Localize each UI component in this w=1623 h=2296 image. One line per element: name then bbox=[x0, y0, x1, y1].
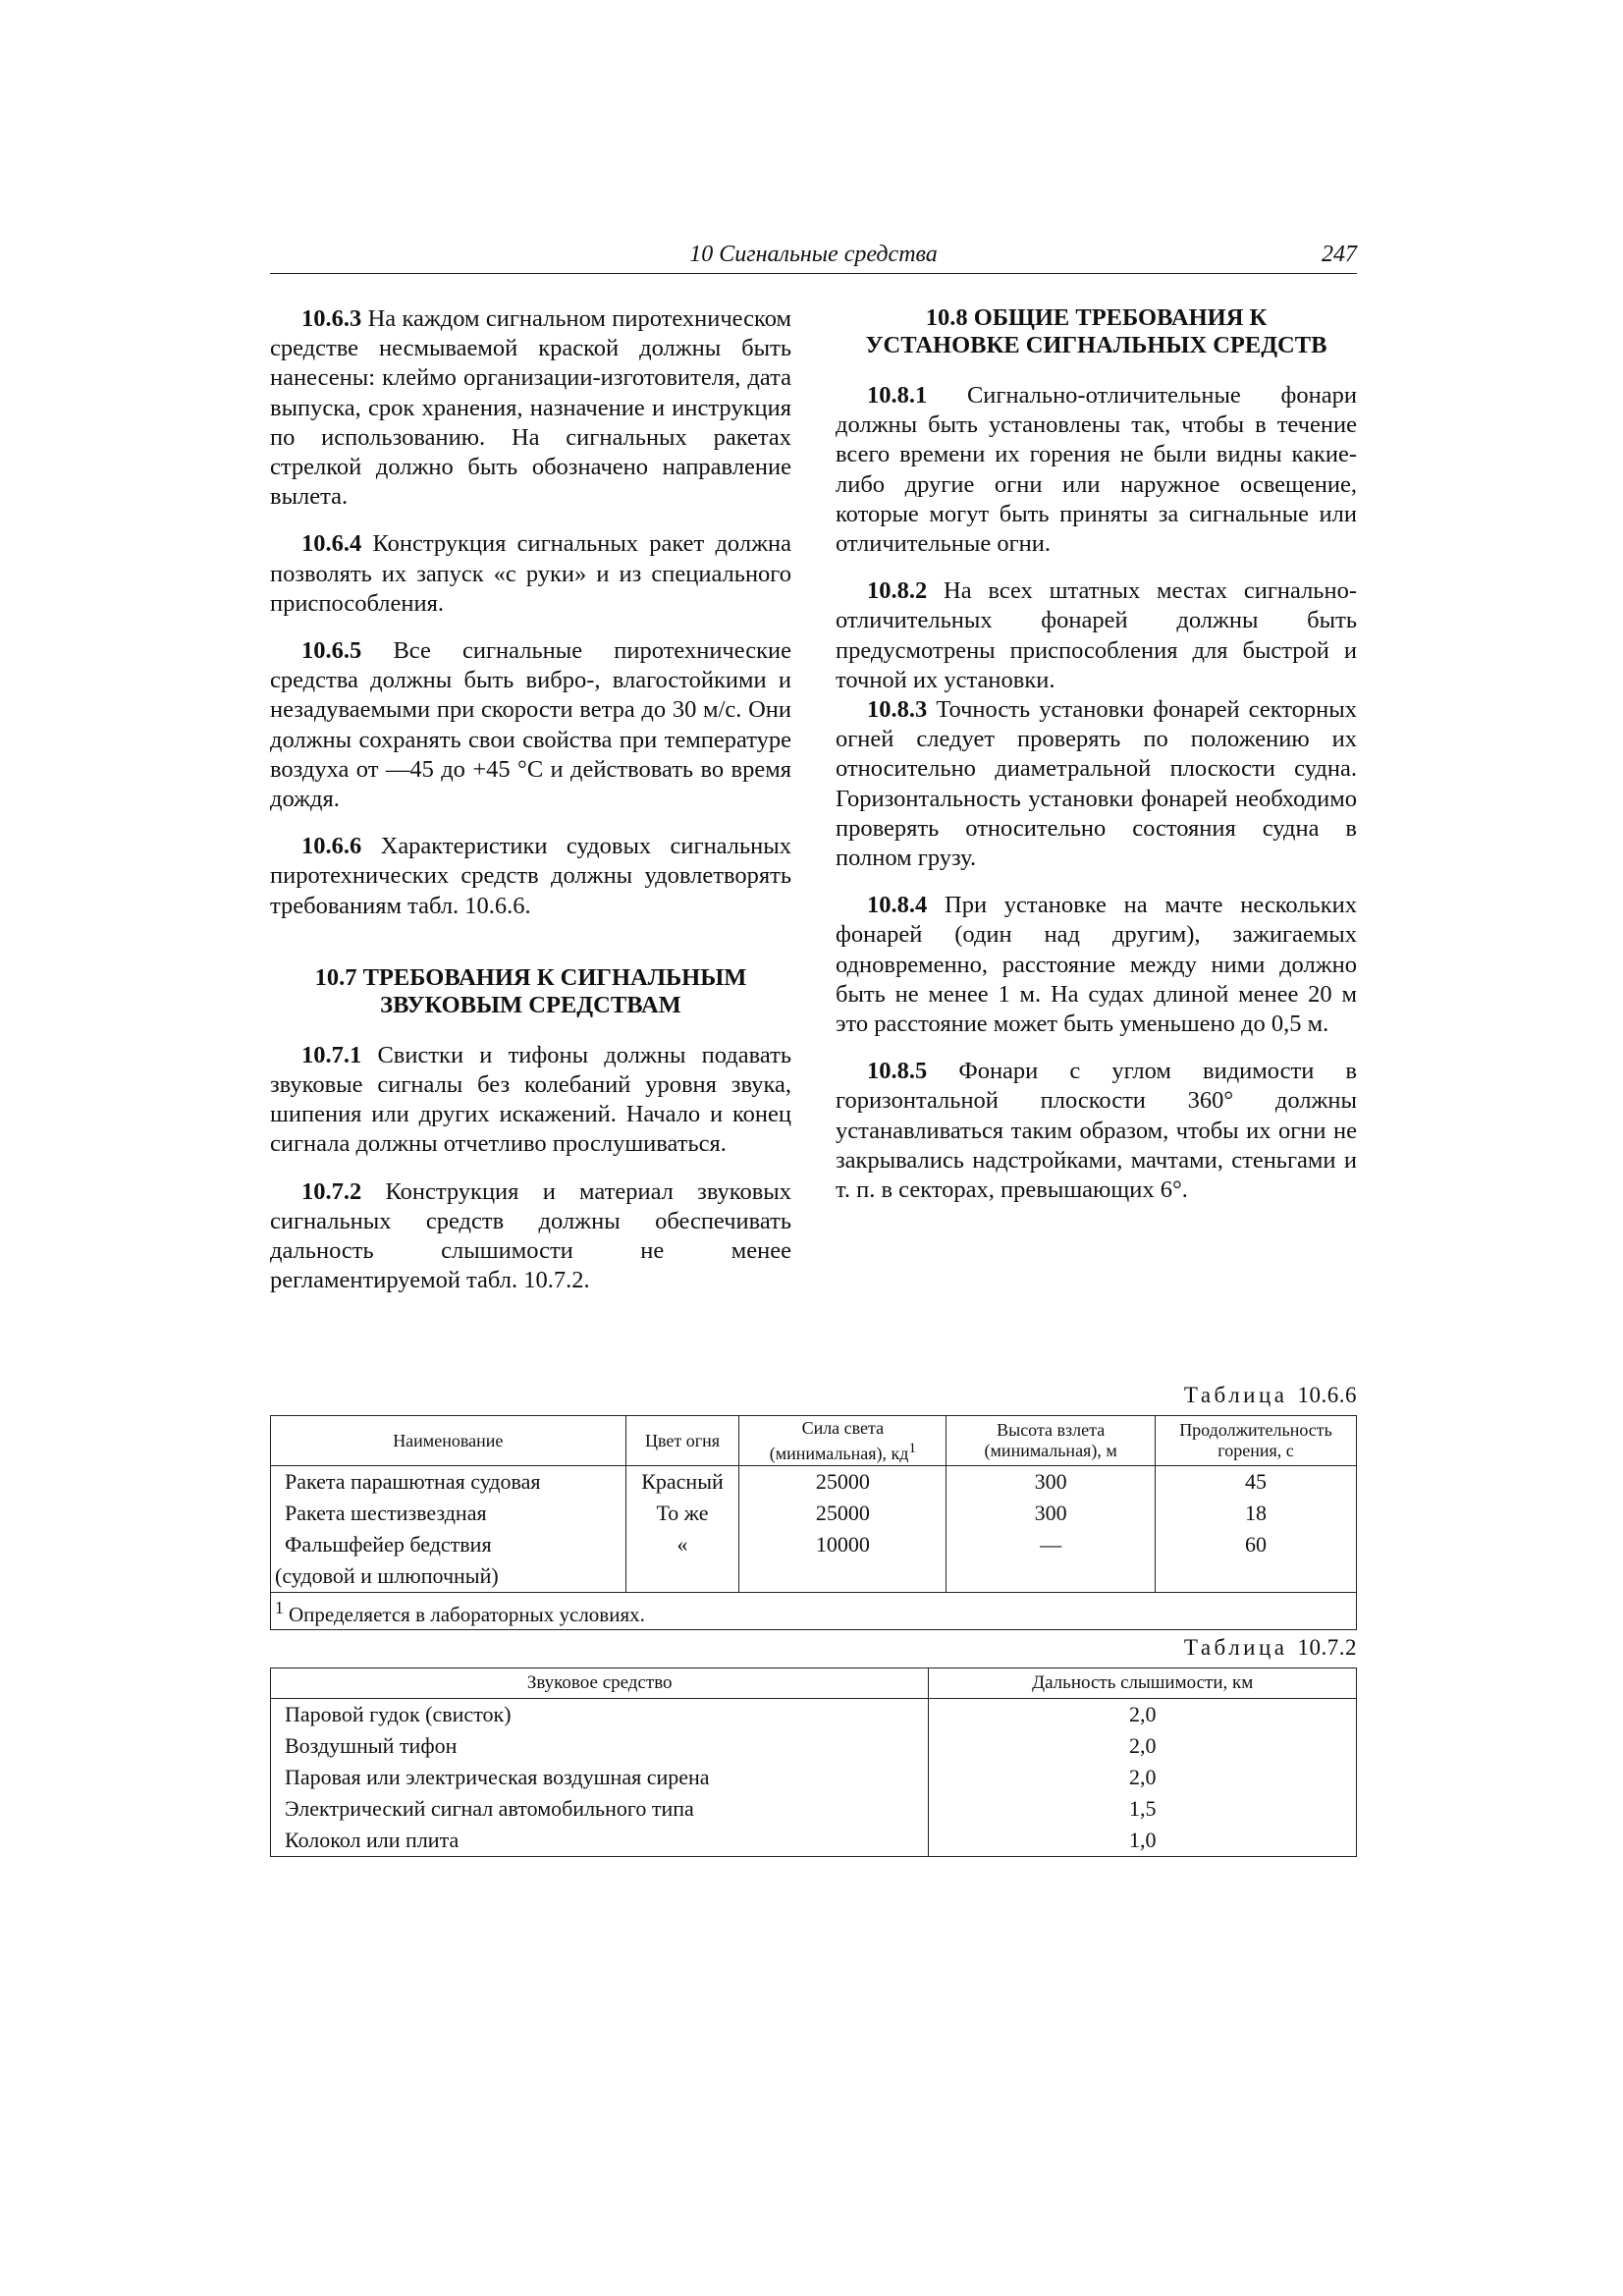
table-row: Ракета шестизвездная То же 25000 300 18 bbox=[271, 1498, 1357, 1529]
header-name: Наименование bbox=[271, 1416, 626, 1466]
paragraph-10-6-6: 10.6.6 Характеристики судовых сигнальных пиротехнических средств должны удовлетворять требованиям табл. 10.6.6. bbox=[270, 833, 791, 919]
table-header-row bbox=[271, 1668, 1357, 1699]
paragraph-10-7-1: 10.7.1 Свистки и тифоны должны подавать звуковые сигналы без колебаний уровня звука, шипения или других искажений. Начало и конец сигнала должны отчетливо прослушиваться. bbox=[270, 1041, 791, 1158]
table-row: Ракета парашютная судовая Красный 25000 300 45 bbox=[271, 1466, 1357, 1499]
table-row: Колокол или плита 1,0 bbox=[271, 1825, 1357, 1857]
header-section-title: 10 Сигнальные средства bbox=[689, 242, 938, 267]
clause-number: 10.7.1 bbox=[301, 1041, 362, 1068]
table-row: Паровой гудок (свисток) 2,0 bbox=[271, 1699, 1357, 1731]
table-row: Фальшфейер бедствия (судовой и шлюпочный) « 10000 — 60 bbox=[271, 1529, 1357, 1593]
header-height: Высота взлета (минимальная), м bbox=[947, 1416, 1156, 1466]
paragraph-10-8-5: 10.8.5 Фонари с углом видимости в горизонтальной плоскости 360° должны устанавливаться таким образом, чтобы их огни не закрывались надстройками, мачтами, стеньгами и т. п. в секторах, превышающих 6°. bbox=[836, 1058, 1357, 1204]
clause-number: 10.8.4 bbox=[867, 892, 928, 919]
clause-number: 10.8.2 bbox=[867, 577, 928, 605]
clause-number: 10.8.3 bbox=[867, 696, 928, 724]
clause-number: 10.8.1 bbox=[867, 382, 928, 409]
table-footnote: $^1$ Определяется в лабораторных условиях. bbox=[271, 1593, 1357, 1630]
left-column bbox=[270, 304, 791, 1313]
header-range: Дальность слышимости, км bbox=[929, 1668, 1357, 1699]
header-duration: Продолжительность горения, с bbox=[1156, 1416, 1357, 1466]
table-10-7-2 bbox=[270, 1667, 1357, 1857]
paragraph-10-8-1: 10.8.1 Сигнально-отличительные фонари должны быть установлены так, чтобы в течение всего времени их горения не были видны какие-либо другие огни или наружное освещение, которые могут быть приняты за сигнальные или отличительные огни. bbox=[836, 382, 1357, 558]
table-header-row bbox=[271, 1416, 1357, 1466]
clause-number: 10.6.5 bbox=[301, 637, 362, 665]
table-row: Воздушный тифон 2,0 bbox=[271, 1730, 1357, 1762]
paragraph-10-7-2: 10.7.2 Конструкция и материал звуковых сигнальных средств должны обеспечивать дальность слышимости не менее регламентируемой табл. 10.7.2. bbox=[270, 1177, 791, 1294]
clause-number: 10.8.5 bbox=[867, 1058, 928, 1085]
table-row: Паровая или электрическая воздушная сирена 2,0 bbox=[271, 1762, 1357, 1793]
section-heading-10-7: 10.7 ТРЕБОВАНИЯ К СИГНАЛЬНЫМ ЗВУКОВЫМ СРЕДСТВАМ bbox=[314, 963, 747, 1018]
clause-number: 10.6.4 bbox=[301, 530, 362, 558]
table-10-6-6 bbox=[270, 1415, 1357, 1630]
paragraph-10-6-4: 10.6.4 Конструкция сигнальных ракет должна позволять их запуск «с руки» и из специального приспособления. bbox=[270, 530, 791, 617]
paragraph-10-8-3: 10.8.3 Точность установки фонарей секторных огней следует проверять по положению их относительно диаметральной плоскости судна. Горизонтальность установки фонарей необходимо проверять относительно состояния судна в полном грузу. bbox=[836, 696, 1357, 872]
header-device: Звуковое средство bbox=[271, 1668, 929, 1699]
section-heading-10-8: 10.8 ОБЩИЕ ТРЕБОВАНИЯ К УСТАНОВКЕ СИГНАЛЬНЫХ СРЕДСТВ bbox=[865, 304, 1327, 358]
header-color: Цвет огня bbox=[625, 1416, 739, 1466]
clause-number: 10.6.6 bbox=[301, 833, 362, 860]
paragraph-10-8-2: 10.8.2 На всех штатных местах сигнально-отличительных фонарей должны быть предусмотрены приспособления для быстрой и точной их установки. bbox=[836, 577, 1357, 693]
clause-number: 10.7.2 bbox=[301, 1177, 362, 1205]
table-footnote-row bbox=[271, 1593, 1357, 1630]
table-caption-10-6-6: Таблица 10.6.6 bbox=[1183, 1383, 1357, 1407]
paragraph-10-6-3: 10.6.3 На каждом сигнальном пиротехническом средстве несмываемой краской должны быть нанесены: клеймо организации-изготовителя, дата выпуска, срок хранения, назначение и инструкция по использованию. На сигнальных ракетах стрелкой должно быть обозначено направление вылета. bbox=[270, 305, 791, 511]
paragraph-10-8-4: 10.8.4 При установке на мачте нескольких фонарей (один над другим), зажигаемых одновременно, расстояние между ними должно быть не менее 1 м. На судах длиной менее 20 м это расстояние может быть уменьшено до 0,5 м. bbox=[836, 892, 1357, 1038]
table-caption-10-7-2: Таблица 10.7.2 bbox=[1183, 1635, 1357, 1660]
page-number: 247 bbox=[1322, 242, 1357, 267]
running-header bbox=[270, 240, 1357, 274]
header-intensity: Сила света (минимальная), $кд^1$ bbox=[739, 1416, 947, 1466]
table-row: Электрический сигнал автомобильного типа 1,5 bbox=[271, 1793, 1357, 1825]
right-column bbox=[836, 304, 1357, 1223]
clause-number: 10.6.3 bbox=[301, 305, 362, 332]
paragraph-10-6-5: 10.6.5 Все сигнальные пиротехнические средства должны быть вибро-, влагостойкими и незадуваемыми при скорости ветра до 30 м/с. Они должны сохранять свои свойства при температуре воздуха от —45 до +45 °С и действовать во время дождя. bbox=[270, 637, 791, 813]
